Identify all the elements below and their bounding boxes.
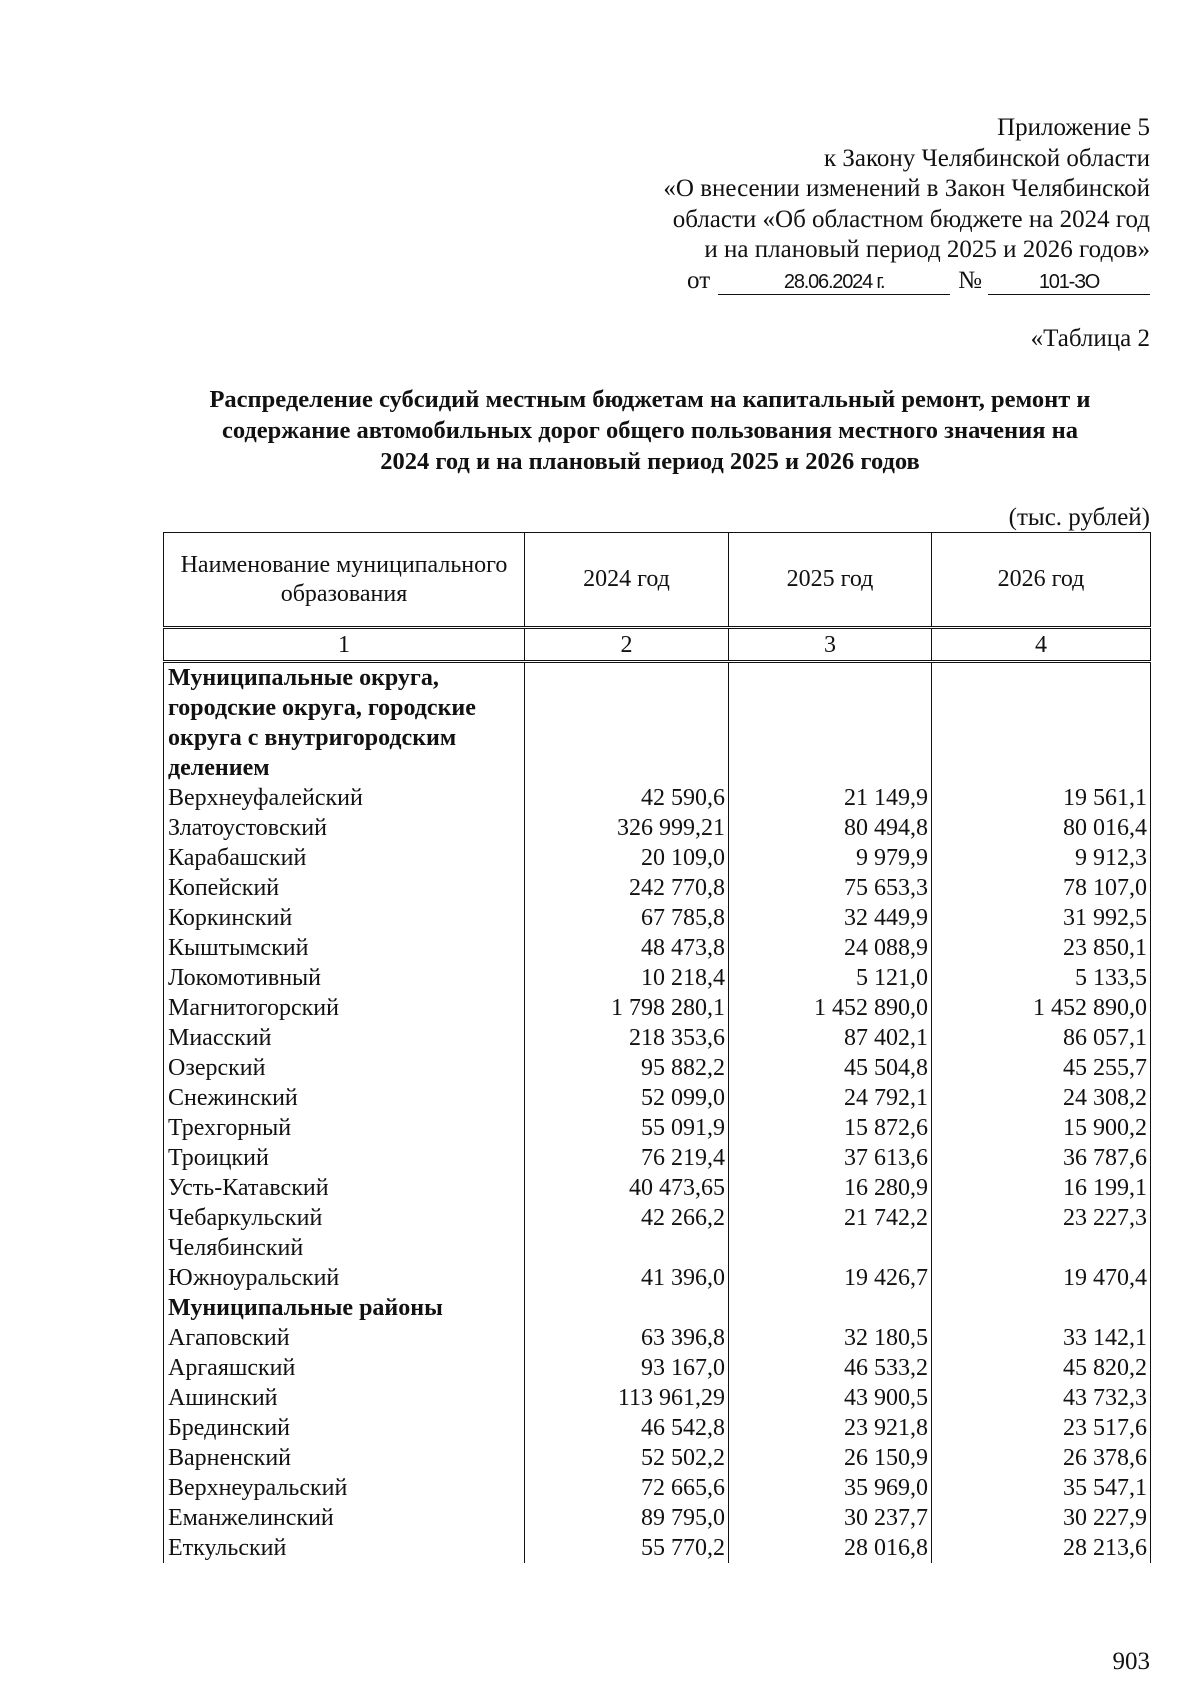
table-row bbox=[164, 1383, 1151, 1413]
value-2025-cell: 32 449,9 bbox=[729, 903, 932, 933]
value-2024-cell: 326 999,21 bbox=[525, 813, 729, 843]
value-2024-cell: 67 785,8 bbox=[525, 903, 729, 933]
table-row bbox=[164, 843, 1151, 873]
appendix-line: «О внесении изменений в Закон Челябинской bbox=[663, 175, 1150, 202]
value-2025-cell: 80 494,8 bbox=[729, 813, 932, 843]
municipality-name-cell: Брединский bbox=[164, 1413, 525, 1443]
value-2024-cell: 242 770,8 bbox=[525, 873, 729, 903]
value-2024-cell: 218 353,6 bbox=[525, 1023, 729, 1053]
value-2024-cell bbox=[525, 662, 729, 784]
municipality-name-cell: Снежинский bbox=[164, 1083, 525, 1113]
value-2026-cell: 23 850,1 bbox=[932, 933, 1151, 963]
column-header: 2025 год bbox=[729, 533, 932, 628]
value-2025-cell: 35 969,0 bbox=[729, 1473, 932, 1503]
column-header: Наименование муниципального образования bbox=[164, 533, 525, 628]
value-2026-cell: 78 107,0 bbox=[932, 873, 1151, 903]
number-sign: № bbox=[958, 266, 982, 294]
value-2025-cell: 45 504,8 bbox=[729, 1053, 932, 1083]
value-2025-cell: 19 426,7 bbox=[729, 1263, 932, 1293]
value-2024-cell: 40 473,65 bbox=[525, 1173, 729, 1203]
table-row bbox=[164, 1053, 1151, 1083]
value-2025-cell: 21 149,9 bbox=[729, 783, 932, 813]
value-2024-cell: 46 542,8 bbox=[525, 1413, 729, 1443]
table-row bbox=[164, 1323, 1151, 1353]
table-row bbox=[164, 1263, 1151, 1293]
municipality-name-cell: Еткульский bbox=[164, 1533, 525, 1563]
value-2024-cell: 52 502,2 bbox=[525, 1443, 729, 1473]
table-row bbox=[164, 993, 1151, 1023]
value-2026-cell: 15 900,2 bbox=[932, 1113, 1151, 1143]
value-2024-cell: 20 109,0 bbox=[525, 843, 729, 873]
value-2026-cell: 86 057,1 bbox=[932, 1023, 1151, 1053]
value-2024-cell: 76 219,4 bbox=[525, 1143, 729, 1173]
value-2025-cell bbox=[729, 1293, 932, 1323]
value-2026-cell: 80 016,4 bbox=[932, 813, 1151, 843]
value-2026-cell: 28 213,6 bbox=[932, 1533, 1151, 1563]
municipality-name-cell: Усть-Катавский bbox=[164, 1173, 525, 1203]
table-row bbox=[164, 963, 1151, 993]
value-2025-cell: 32 180,5 bbox=[729, 1323, 932, 1353]
municipality-name-cell: Верхнеуральский bbox=[164, 1473, 525, 1503]
table-header-row bbox=[164, 533, 1151, 628]
value-2025-cell: 43 900,5 bbox=[729, 1383, 932, 1413]
law-date-number-line bbox=[450, 266, 1150, 297]
table-row bbox=[164, 783, 1151, 813]
value-2026-cell: 43 732,3 bbox=[932, 1383, 1151, 1413]
value-2025-cell: 37 613,6 bbox=[729, 1143, 932, 1173]
document-title bbox=[150, 384, 1150, 477]
value-2024-cell: 52 099,0 bbox=[525, 1083, 729, 1113]
table-row bbox=[164, 933, 1151, 963]
value-2026-cell: 45 820,2 bbox=[932, 1353, 1151, 1383]
value-2024-cell: 55 091,9 bbox=[525, 1113, 729, 1143]
municipality-name-cell: Коркинский bbox=[164, 903, 525, 933]
municipality-name-cell: Миасский bbox=[164, 1023, 525, 1053]
column-number-row bbox=[164, 628, 1151, 662]
table-row bbox=[164, 1503, 1151, 1533]
value-2024-cell: 48 473,8 bbox=[525, 933, 729, 963]
subsidy-table bbox=[163, 532, 1151, 1563]
value-2026-cell: 23 227,3 bbox=[932, 1203, 1151, 1233]
table-row bbox=[164, 1173, 1151, 1203]
value-2025-cell: 5 121,0 bbox=[729, 963, 932, 993]
value-2025-cell: 30 237,7 bbox=[729, 1503, 932, 1533]
municipality-name-cell: Локомотивный bbox=[164, 963, 525, 993]
column-number: 1 bbox=[164, 628, 525, 662]
value-2024-cell bbox=[525, 1233, 729, 1263]
title-line: Распределение субсидий местным бюджетам на капитальный ремонт, ремонт и bbox=[209, 386, 1091, 413]
value-2024-cell: 55 770,2 bbox=[525, 1533, 729, 1563]
appendix-line: и на плановый период 2025 и 2026 годов» bbox=[704, 236, 1150, 263]
group-header-row bbox=[164, 662, 1151, 784]
value-2025-cell: 21 742,2 bbox=[729, 1203, 932, 1233]
value-2026-cell: 1 452 890,0 bbox=[932, 993, 1151, 1023]
table-row bbox=[164, 1143, 1151, 1173]
value-2026-cell: 19 470,4 bbox=[932, 1263, 1151, 1293]
value-2025-cell bbox=[729, 662, 932, 784]
value-2025-cell: 24 792,1 bbox=[729, 1083, 932, 1113]
value-2025-cell: 23 921,8 bbox=[729, 1413, 932, 1443]
value-2026-cell: 30 227,9 bbox=[932, 1503, 1151, 1533]
municipality-name-cell: Муниципальные округа, городские округа, городские округа с внутригородским делением bbox=[164, 662, 525, 784]
value-2025-cell: 15 872,6 bbox=[729, 1113, 932, 1143]
value-2026-cell: 19 561,1 bbox=[932, 783, 1151, 813]
column-header: 2024 год bbox=[525, 533, 729, 628]
table-body bbox=[164, 662, 1151, 1564]
appendix-line: Приложение 5 bbox=[997, 114, 1150, 141]
value-2024-cell: 10 218,4 bbox=[525, 963, 729, 993]
table-row bbox=[164, 813, 1151, 843]
value-2025-cell: 1 452 890,0 bbox=[729, 993, 932, 1023]
value-2024-cell: 113 961,29 bbox=[525, 1383, 729, 1413]
value-2025-cell: 87 402,1 bbox=[729, 1023, 932, 1053]
value-2025-cell: 75 653,3 bbox=[729, 873, 932, 903]
value-2026-cell: 23 517,6 bbox=[932, 1413, 1151, 1443]
table-row bbox=[164, 1353, 1151, 1383]
value-2025-cell: 46 533,2 bbox=[729, 1353, 932, 1383]
unit-label: (тыс. рублей) bbox=[1008, 504, 1150, 531]
page-number: 903 bbox=[1112, 1648, 1150, 1675]
column-number: 2 bbox=[525, 628, 729, 662]
value-2025-cell: 24 088,9 bbox=[729, 933, 932, 963]
municipality-name-cell: Аргаяшский bbox=[164, 1353, 525, 1383]
table-row bbox=[164, 1473, 1151, 1503]
value-2026-cell bbox=[932, 662, 1151, 784]
value-2025-cell: 16 280,9 bbox=[729, 1173, 932, 1203]
municipality-name-cell: Трехгорный bbox=[164, 1113, 525, 1143]
appendix-line: к Закону Челябинской области bbox=[824, 144, 1150, 172]
municipality-name-cell: Златоустовский bbox=[164, 813, 525, 843]
column-number: 3 bbox=[729, 628, 932, 662]
municipality-name-cell: Карабашский bbox=[164, 843, 525, 873]
table-row bbox=[164, 903, 1151, 933]
municipality-name-cell: Агаповский bbox=[164, 1323, 525, 1353]
value-2024-cell bbox=[525, 1293, 729, 1323]
value-2026-cell: 16 199,1 bbox=[932, 1173, 1151, 1203]
value-2026-cell: 5 133,5 bbox=[932, 963, 1151, 993]
municipality-name-cell: Челябинский bbox=[164, 1233, 525, 1263]
table-row bbox=[164, 1203, 1151, 1233]
municipality-name-cell: Муниципальные районы bbox=[164, 1293, 525, 1323]
municipality-name-cell: Магнитогорский bbox=[164, 993, 525, 1023]
municipality-name-cell: Ашинский bbox=[164, 1383, 525, 1413]
value-2026-cell: 33 142,1 bbox=[932, 1323, 1151, 1353]
table-row bbox=[164, 1443, 1151, 1473]
municipality-name-cell: Озерский bbox=[164, 1053, 525, 1083]
value-2024-cell: 1 798 280,1 bbox=[525, 993, 729, 1023]
law-number: 101-ЗО bbox=[988, 270, 1150, 295]
table-row bbox=[164, 1413, 1151, 1443]
value-2026-cell: 24 308,2 bbox=[932, 1083, 1151, 1113]
table-row bbox=[164, 1533, 1151, 1563]
value-2024-cell: 41 396,0 bbox=[525, 1263, 729, 1293]
table-label: «Таблица 2 bbox=[1030, 325, 1150, 352]
municipality-name-cell: Варненский bbox=[164, 1443, 525, 1473]
appendix-line: области «Об областном бюджете на 2024 год bbox=[672, 205, 1150, 233]
municipality-name-cell: Троицкий bbox=[164, 1143, 525, 1173]
title-line: 2024 год и на плановый период 2025 и 2026 годов bbox=[380, 448, 920, 475]
table-row bbox=[164, 1233, 1151, 1263]
value-2025-cell bbox=[729, 1233, 932, 1263]
table-row bbox=[164, 1113, 1151, 1143]
value-2026-cell: 9 912,3 bbox=[932, 843, 1151, 873]
municipality-name-cell: Верхнеуфалейский bbox=[164, 783, 525, 813]
appendix-header bbox=[450, 113, 1150, 296]
municipality-name-cell: Еманжелинский bbox=[164, 1503, 525, 1533]
municipality-name-cell: Копейский bbox=[164, 873, 525, 903]
value-2026-cell bbox=[932, 1233, 1151, 1263]
value-2026-cell: 36 787,6 bbox=[932, 1143, 1151, 1173]
value-2025-cell: 26 150,9 bbox=[729, 1443, 932, 1473]
value-2026-cell bbox=[932, 1293, 1151, 1323]
table-row bbox=[164, 873, 1151, 903]
value-2025-cell: 9 979,9 bbox=[729, 843, 932, 873]
value-2025-cell: 28 016,8 bbox=[729, 1533, 932, 1563]
value-2024-cell: 42 266,2 bbox=[525, 1203, 729, 1233]
value-2024-cell: 42 590,6 bbox=[525, 783, 729, 813]
municipality-name-cell: Кыштымский bbox=[164, 933, 525, 963]
value-2026-cell: 35 547,1 bbox=[932, 1473, 1151, 1503]
title-line: содержание автомобильных дорог общего пользования местного значения на bbox=[221, 417, 1079, 444]
value-2026-cell: 26 378,6 bbox=[932, 1443, 1151, 1473]
column-number: 4 bbox=[932, 628, 1151, 662]
value-2024-cell: 93 167,0 bbox=[525, 1353, 729, 1383]
value-2024-cell: 63 396,8 bbox=[525, 1323, 729, 1353]
column-header: 2026 год bbox=[932, 533, 1151, 628]
value-2024-cell: 95 882,2 bbox=[525, 1053, 729, 1083]
value-2026-cell: 31 992,5 bbox=[932, 903, 1151, 933]
value-2026-cell: 45 255,7 bbox=[932, 1053, 1151, 1083]
table-row bbox=[164, 1023, 1151, 1053]
municipality-name-cell: Чебаркульский bbox=[164, 1203, 525, 1233]
value-2024-cell: 89 795,0 bbox=[525, 1503, 729, 1533]
value-2024-cell: 72 665,6 bbox=[525, 1473, 729, 1503]
from-label: от bbox=[687, 266, 711, 294]
group-header-row bbox=[164, 1293, 1151, 1323]
law-date: 28.06.2024 г. bbox=[718, 270, 950, 295]
municipality-name-cell: Южноуральский bbox=[164, 1263, 525, 1293]
table-row bbox=[164, 1083, 1151, 1113]
